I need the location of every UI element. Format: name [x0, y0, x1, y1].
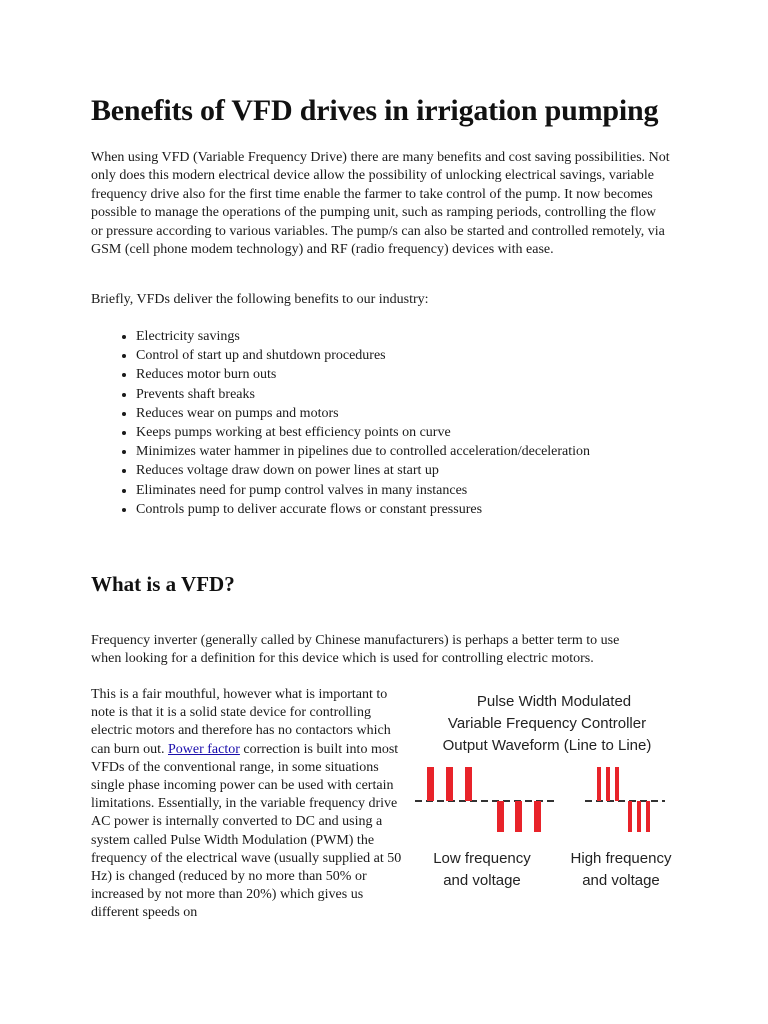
list-item: • Control of start up and shutdown procedures — [136, 346, 736, 365]
body-paragraph — [91, 686, 411, 923]
pwm-waveform-figure — [415, 684, 693, 894]
high-pulse-negative-2 — [637, 801, 641, 832]
list-item: • Prevents shaft breaks — [136, 385, 736, 404]
high-pulse-positive-2 — [606, 767, 610, 801]
body-text-start: This is a fair mouthful, however what is important to note is that it is a solid state device for controlling electric motors and therefore has no contactors which can burn out. — [91, 687, 391, 757]
figure-title-line-1: Pulse Width Modulated — [476, 693, 632, 710]
section-heading: What is a VFD? — [91, 572, 235, 596]
intro-paragraph: When using VFD (Variable Frequency Drive) there are many benefits and cost saving possibilities. Not only does this modern electrical device allow the possibility of unlocking electrical savings, variable frequency drive also for the first time enable the farmer to take control of the pump. It now becomes possible to manage the operations of the pumping unit, such as ramping periods, controlling the flow or pressure according to various variables. The pump/s can also be started and controlled remotely, via GSM (cell phone modem technology) and RF (radio frequency) devices with ease. — [91, 150, 670, 258]
low-frequency-label-line-2: and voltage — [443, 872, 521, 889]
list-item: • Minimizes water hammer in pipelines due to controlled acceleration/deceleration — [136, 442, 736, 461]
pwm-waveform-diagram — [415, 684, 693, 894]
low-pulse-positive-2 — [446, 767, 453, 801]
list-item: • Reduces motor burn outs — [136, 365, 736, 384]
body-text-end: correction is built into most VFDs of the conventional range, in some situations single phase incoming power can be used with certain limitations. Essentially, in the variable frequency drive AC power is internally converted to DC and using a system called Pulse Width Modulation (PWM) the frequency of the electrical wave (usually supplied at 50 Hz) is changed (reduced by no more than 50% or increased by not more than 20%) which gives us different speeds on — [91, 741, 402, 921]
low-frequency-label-line-1: Low frequency — [433, 850, 531, 867]
list-item: • Reduces voltage draw down on power lines at start up — [136, 461, 736, 480]
low-pulse-negative-2 — [515, 801, 522, 832]
definition-paragraph: Frequency inverter (generally called by Chinese manufacturers) is perhaps a better term to use when looking for a definition for this device which is used for controlling electric motors. — [91, 633, 620, 667]
low-pulse-negative-1 — [497, 801, 504, 832]
high-frequency-label-line-2: and voltage — [582, 872, 660, 889]
low-pulse-positive-3 — [465, 767, 472, 801]
list-item: • Reduces wear on pumps and motors — [136, 404, 736, 423]
high-pulse-positive-3 — [615, 767, 619, 801]
list-item: • Eliminates need for pump control valves in many instances — [136, 481, 736, 500]
list-item: • Electricity savings — [136, 327, 736, 346]
high-pulse-positive-1 — [597, 767, 601, 801]
benefits-intro: Briefly, VFDs deliver the following benefits to our industry: — [91, 292, 429, 307]
low-pulse-negative-3 — [534, 801, 541, 832]
low-pulse-positive-1 — [427, 767, 434, 801]
list-item: • Keeps pumps working at best efficiency points on curve — [136, 423, 736, 442]
high-pulse-negative-1 — [628, 801, 632, 832]
page-title: Benefits of VFD drives in irrigation pumping — [91, 94, 659, 127]
benefits-list — [91, 327, 736, 519]
figure-title-line-3: Output Waveform (Line to Line) — [442, 737, 652, 754]
figure-title-line-2: Variable Frequency Controller — [447, 715, 647, 732]
power-factor-link[interactable]: Power factor — [167, 741, 240, 757]
list-item: • Controls pump to deliver accurate flows or constant pressures — [136, 500, 736, 519]
high-pulse-negative-3 — [646, 801, 650, 832]
high-frequency-label-line-1: High frequency — [570, 850, 672, 867]
